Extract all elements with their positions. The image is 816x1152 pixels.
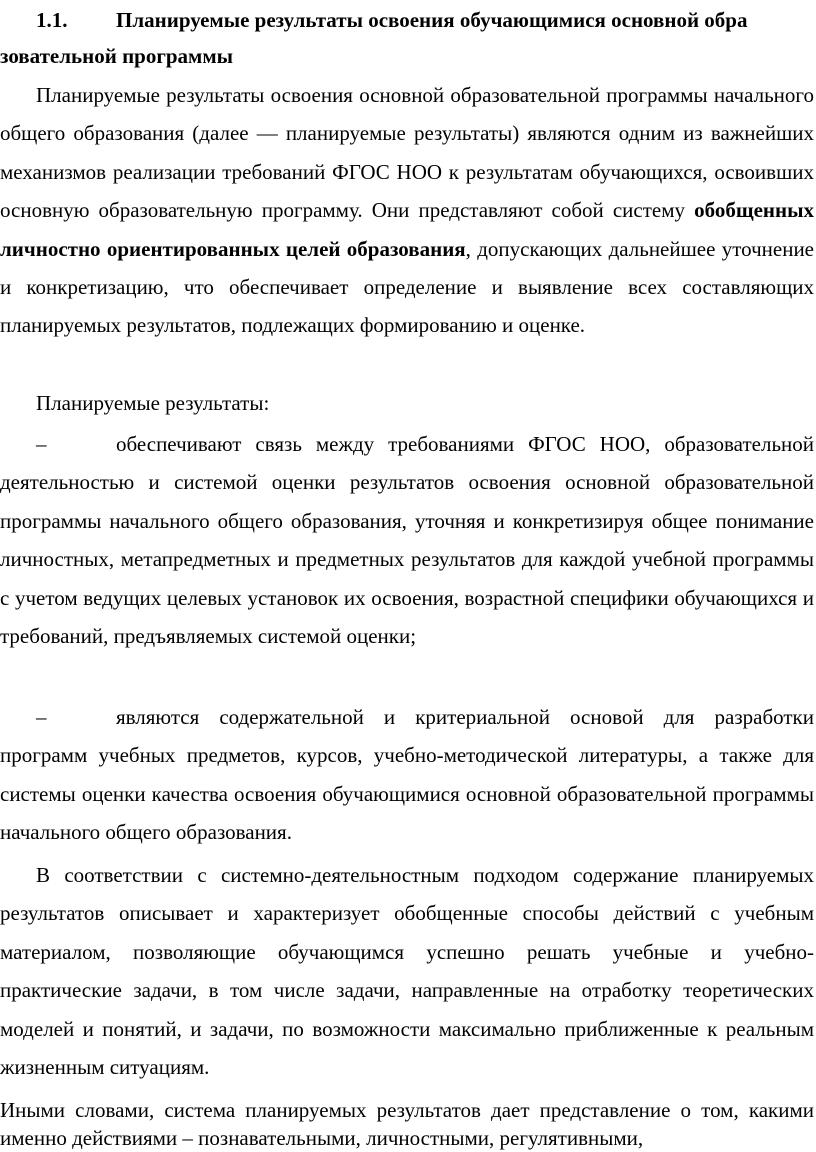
paragraph-intro (0, 76, 814, 345)
paragraph-results-lead: Планируемые результаты: (36, 391, 270, 415)
bullet-item-1-text: обеспечивают связь между требованиями ФГОС НОО, образовательной деятельностью и системой оценки результатов освоения основной образовательной программы начального общего образования, уточняя и конкретизируя общее понимание личностных, метапредметных и предметных результатов для каждой учебной программы с учетом ведущих целевых установок их освоения, возрастной специфики обучающихся и требований, предъявляемых системой оценки; (0, 432, 814, 649)
paragraph-intro-bold-phrase: обобщенных личностно ориентированных целей образования (0, 198, 814, 261)
section-title-line-2: зовательной программы (0, 44, 234, 68)
bullet-dash: – (36, 705, 47, 729)
section-number: 1.1. (36, 8, 68, 32)
bullet-dash: – (36, 432, 47, 456)
paragraph-intro-text-start: Планируемые результаты освоения основной образовательной программы начального общего образования (далее — планируемые результаты) являются одним из важнейших механизмов реализации требований ФГОС НОО к результатам обучающихся, освоивших основную образовательную программу. Они представляют собой систему (0, 83, 814, 223)
paragraph-in-other-words: Иными словами, система планируемых результатов дает представление о том, какими именно действиями – познавательными, личностными, регулятивными, (0, 1098, 814, 1150)
bullet-item-1 (0, 425, 814, 655)
bullet-item-2 (0, 698, 814, 852)
paragraph-system-approach: В соответствии с системно-деятельностным подходом содержание планируемых результатов описывает и характеризует обобщенные способы действий с учебным материалом, позволяющие обучающимся успешно решать учебные и учебно-практические задачи, в том числе задачи, направленные на отработку теоретических моделей и понятий, и задачи, по возможности максимально приближенные к реальным жизненным ситуациям. (0, 863, 814, 1080)
paragraph-intro-text-end: , допускающих дальнейшее уточнение и конкретизацию, что обеспечивает определение и выявление всех составляющих планируемых результатов, подлежащих формированию и оценке. (0, 236, 814, 338)
bullet-item-2-text: являются содержательной и критериальной основой для разработки программ учебных предметов, курсов, учебно-методической литературы, а также для системы оценки качества освоения обучающимися основной образовательной программы начального общего образования. (0, 705, 814, 845)
section-title-line-1: Планируемые результаты освоения обучающимися основной обра (116, 8, 748, 32)
